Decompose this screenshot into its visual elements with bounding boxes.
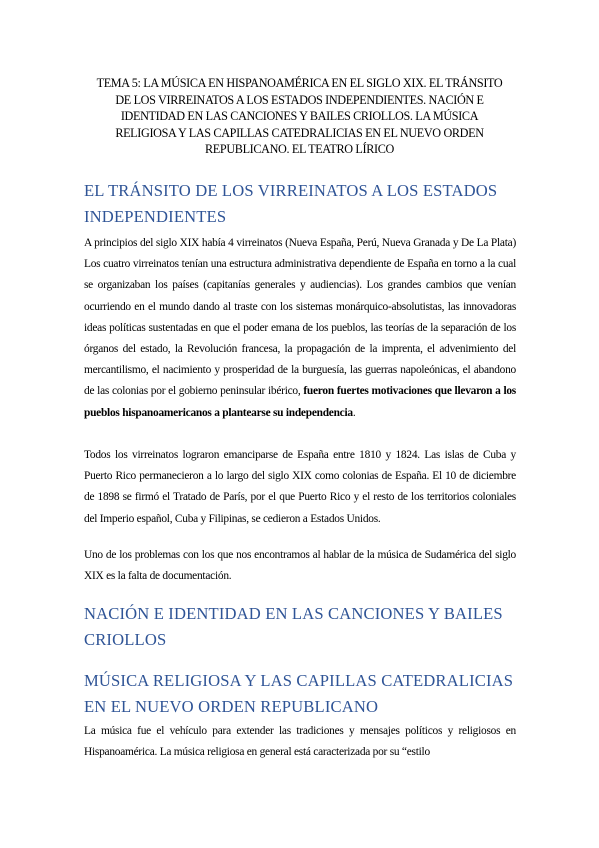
document-title: TEMA 5: LA MÚSICA EN HISPANOAMÉRICA EN EL SIGLO XIX. EL TRÁNSITO DE LOS VIRREINATOS A LOS ESTADOS INDEPENDIENTES. NACIÓN E IDENTIDAD EN LAS CANCIONES Y BAILES CRIOLLOS. LA MÚSICA RELIGIOSA Y LAS CAPILLAS CATEDRALICIAS EN EL NUEVO ORDEN REPUBLICANO. EL TEATRO LÍRICO <box>96 76 503 157</box>
paragraph-text: A principios del siglo XIX había 4 virreinatos (Nueva España, Perú, Nueva Granada y De La Plata) Los cuatro virreinatos tenían una estructura administrativa dependiente de España en torno a la cual se organizaban los países (capitanías generales y audiencias). Los grandes cambios que venían ocurriendo en el mundo dando al traste con los sistemas monárquico-absolutistas, las innovadoras ideas políticas sustentadas en que el poder emana de los pueblos, las teorías de la separación de los órganos del estado, la Revolución francesa, la propagación de la imprenta, el advenimiento del mercantilismo, el nacimiento y prosperidad de la burguesía, las guerras napoleónicas, el abandono de las colonias por el gobierno peninsular ibérico, <box>84 237 516 398</box>
section-heading-transito: EL TRÁNSITO DE LOS VIRREINATOS A LOS ESTADOS INDEPENDIENTES <box>84 181 498 226</box>
paragraph-virreinatos <box>84 233 516 424</box>
paragraph-text-end: . <box>352 406 356 419</box>
section-heading-nacion: NACIÓN E IDENTIDAD EN LAS CANCIONES Y BAILES CRIOLLOS <box>84 604 503 649</box>
paragraph-emphasis: fueron fuertes motivaciones que llevaron a los pueblos hispanoamericanos a plantearse su independencia <box>84 385 516 419</box>
paragraph-musica-religiosa: La música fue el vehículo para extender las tradiciones y mensajes políticos y religiosos en Hispanoamérica. La música religiosa en general está caracterizada por su “estilo <box>84 725 516 759</box>
paragraph-documentacion: Uno de los problemas con los que nos encontramos al hablar de la música de Sudamérica del siglo XIX es la falta de documentación. <box>84 549 516 583</box>
section-heading-musica-religiosa: MÚSICA RELIGIOSA Y LAS CAPILLAS CATEDRALICIAS EN EL NUEVO ORDEN REPUBLICANO <box>84 671 514 716</box>
paragraph-emancipacion: Todos los virreinatos lograron emanciparse de España entre 1810 y 1824. Las islas de Cuba y Puerto Rico permanecieron a lo largo del siglo XIX como colonias de España. El 10 de diciembre de 1898 se firmó el Tratado de París, por el que Puerto Rico y el resto de los territorios coloniales del Imperio español, Cuba y Filipinas, se cedieron a Estados Unidos. <box>84 449 516 525</box>
